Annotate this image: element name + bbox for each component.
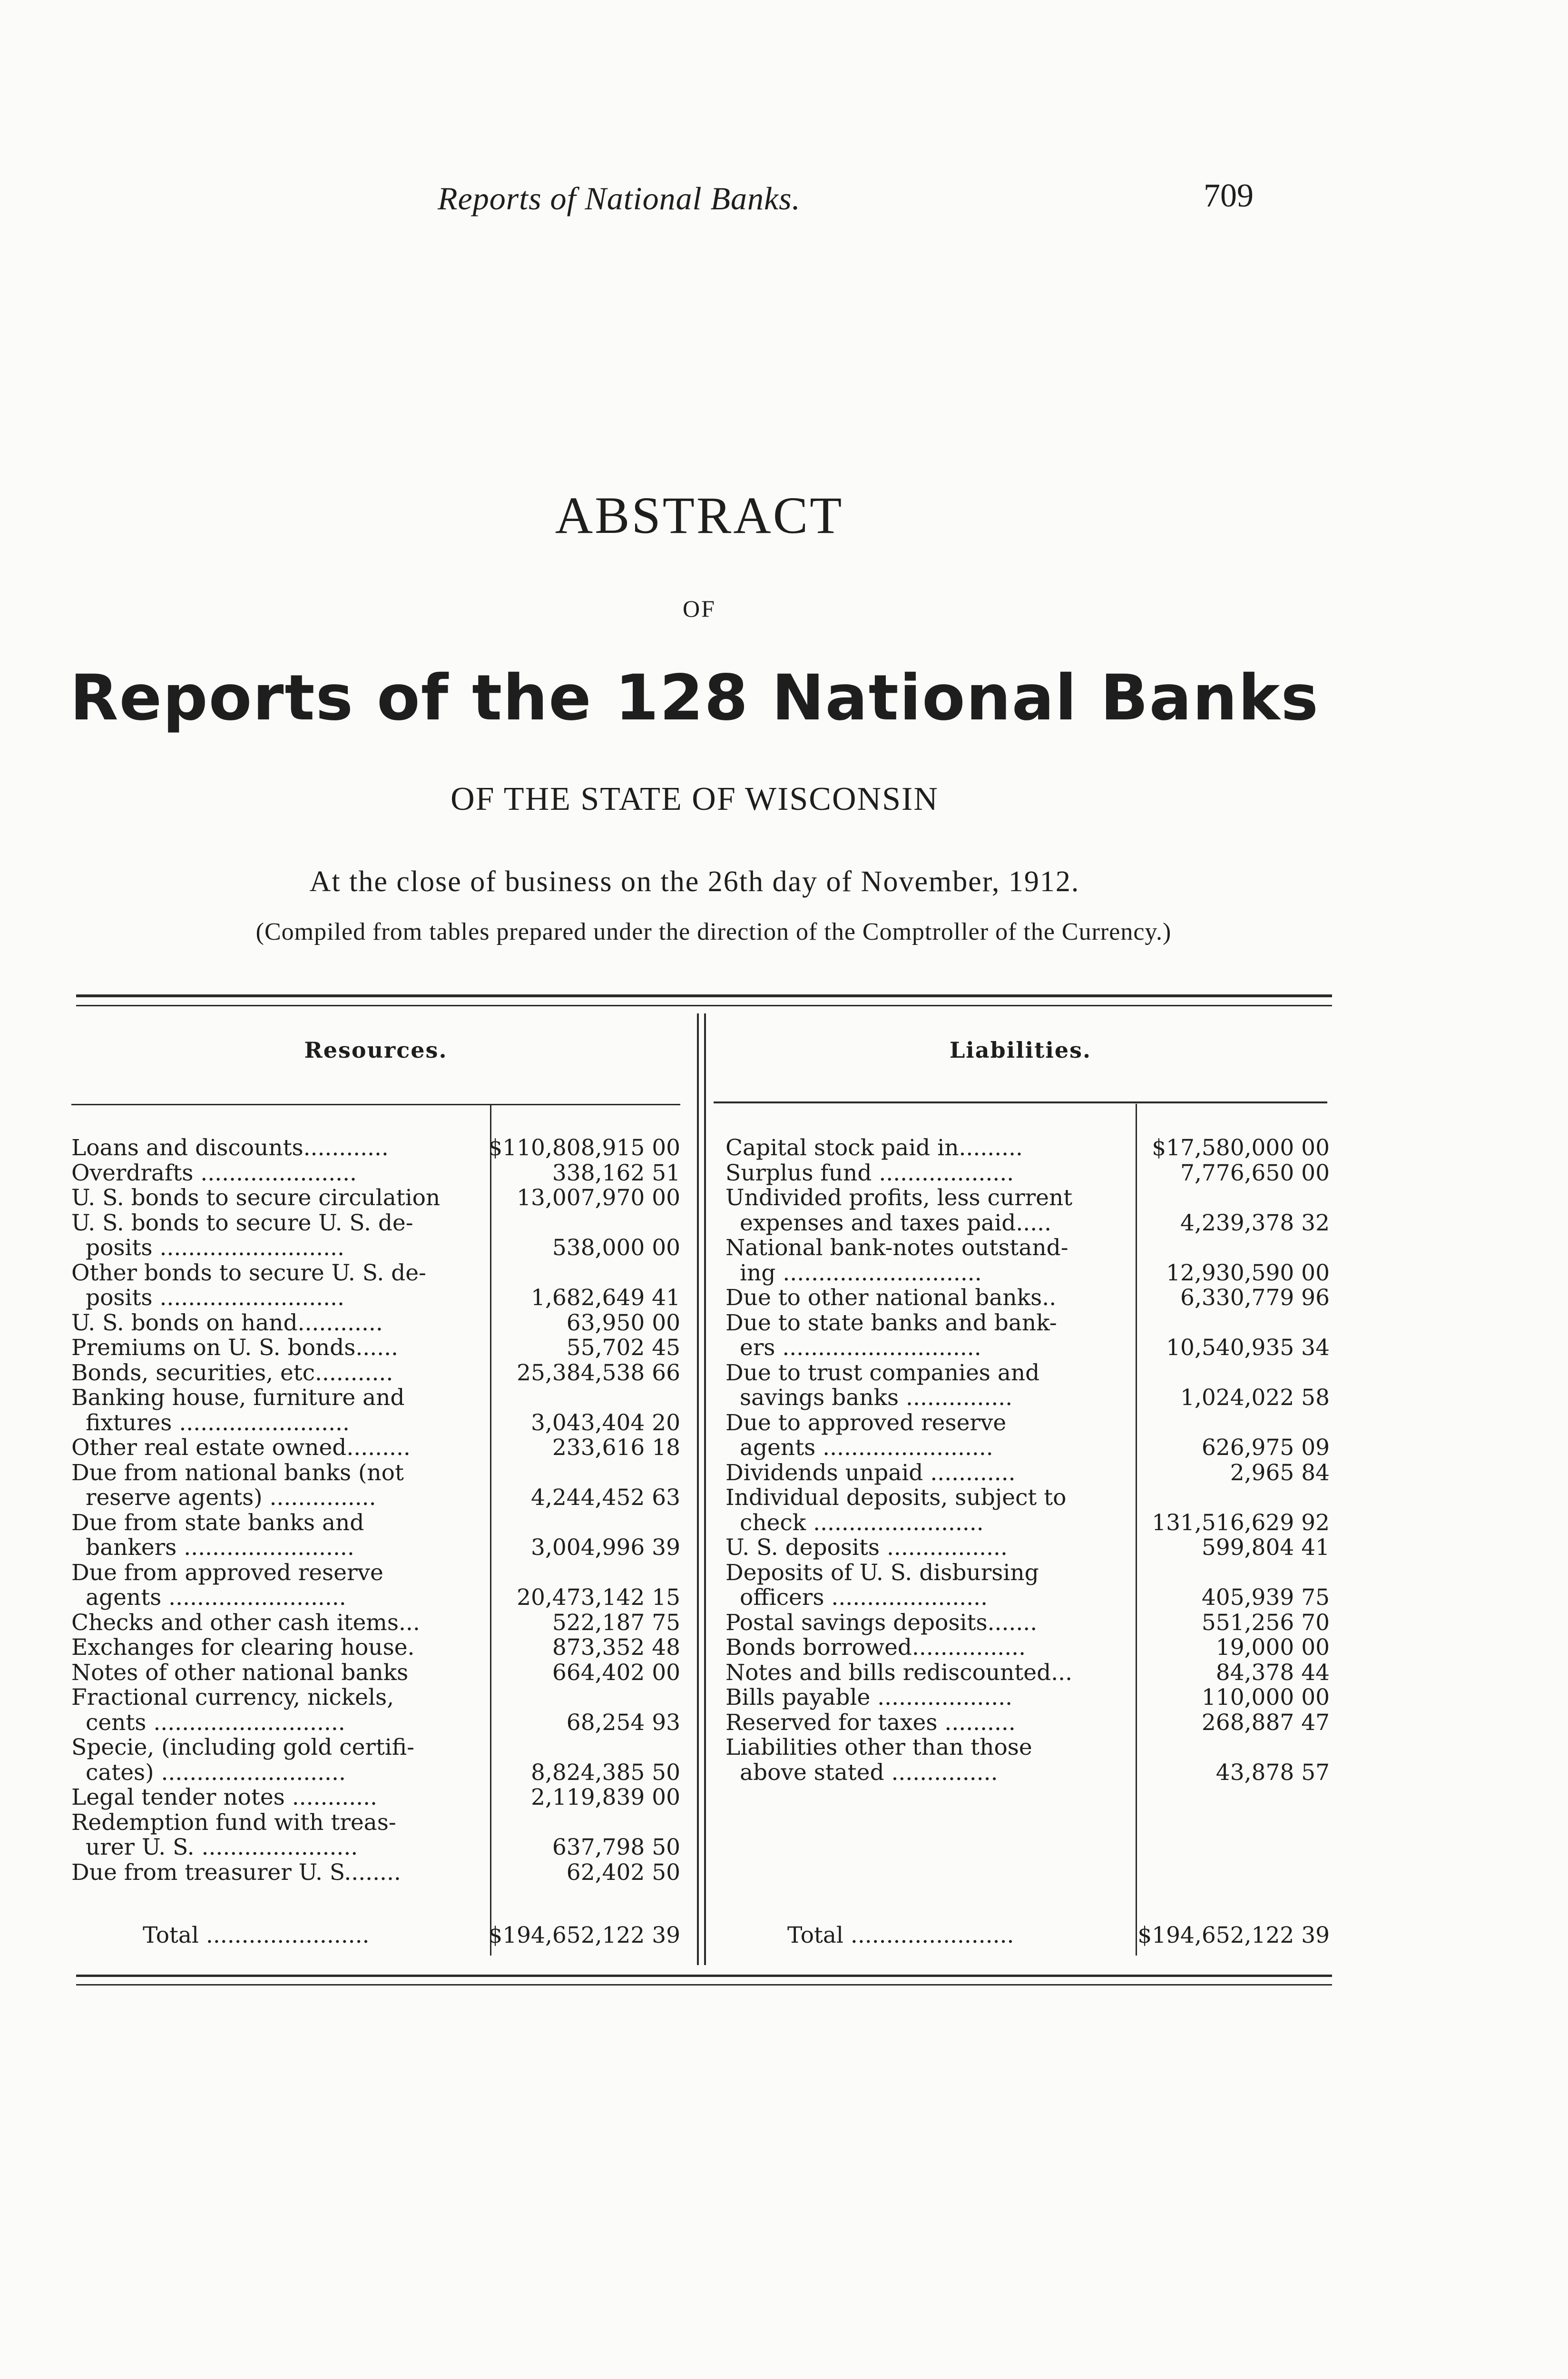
- liabilities-row-amount: 4,239,378 32: [1180, 1209, 1330, 1236]
- resources-row-label: Due from approved reserve: [71, 1559, 383, 1586]
- resources-row: [71, 1260, 680, 1310]
- liabilities-row-amount: 599,804 41: [1201, 1534, 1330, 1561]
- liabilities-row-label: Reserved for taxes ..........: [725, 1709, 1016, 1736]
- resources-row-label: agents .........................: [86, 1584, 346, 1611]
- table-bottom-rule-2: [76, 1984, 1332, 1986]
- resources-row-label: Overdrafts ......................: [71, 1160, 357, 1186]
- liabilities-row-label: Individual deposits, subject to: [725, 1484, 1067, 1511]
- liabilities-row: [725, 1160, 1330, 1185]
- liabilities-row-label: Deposits of U. S. disbursing: [725, 1559, 1039, 1586]
- resources-row: [71, 1784, 680, 1809]
- liabilities-row-amount: 7,776,650 00: [1180, 1160, 1330, 1186]
- date-line: At the close of business on the 26th day of November, 1912.: [309, 865, 1080, 898]
- liabilities-row-amount: 84,378 44: [1215, 1659, 1330, 1686]
- liabilities-header-rule: [714, 1101, 1327, 1103]
- liabilities-row-label: Surplus fund ...................: [725, 1160, 1014, 1186]
- liabilities-row: [725, 1410, 1330, 1460]
- liabilities-row-label: savings banks ...............: [740, 1385, 1013, 1411]
- liabilities-header: Liabilities.: [949, 1037, 1092, 1063]
- resources-row-amount: 522,187 75: [552, 1609, 680, 1636]
- liabilities-row-amount: 19,000 00: [1215, 1634, 1330, 1661]
- resources-row-label: cates) ..........................: [86, 1759, 346, 1786]
- liabilities-row: [725, 1684, 1330, 1710]
- liabilities-row-amount: 2,965 84: [1230, 1459, 1330, 1486]
- liabilities-row: [725, 1560, 1330, 1610]
- resources-row: [71, 1634, 680, 1660]
- resources-row-label: Specie, (including gold certifi-: [71, 1734, 415, 1760]
- liabilities-row-amount: 268,887 47: [1201, 1709, 1330, 1736]
- resources-row: [71, 1310, 680, 1335]
- resources-row-label: Fractional currency, nickels,: [71, 1684, 394, 1711]
- resources-row-amount: 20,473,142 15: [517, 1584, 680, 1611]
- liabilities-row-amount: 12,930,590 00: [1166, 1259, 1330, 1286]
- liabilities-row-amount: 1,024,022 58: [1180, 1385, 1330, 1411]
- resources-row-label: Other bonds to secure U. S. de-: [71, 1259, 426, 1286]
- liabilities-row-label: Liabilities other than those: [725, 1734, 1032, 1760]
- table-top-rule: [76, 994, 1332, 997]
- state-title: OF THE STATE OF WISCONSIN: [451, 781, 939, 817]
- resources-row-amount: 664,402 00: [552, 1659, 680, 1686]
- column-divider-2: [704, 1013, 706, 1965]
- resources-row-label: Checks and other cash items...: [71, 1609, 420, 1636]
- resources-header: Resources.: [304, 1037, 448, 1063]
- resources-row-label: Due from treasurer U. S........: [71, 1859, 401, 1886]
- resources-row-amount: 3,043,404 20: [531, 1409, 680, 1436]
- liabilities-row-amount: $17,580,000 00: [1152, 1135, 1330, 1161]
- table-top-rule-2: [76, 1005, 1332, 1006]
- running-title: Reports of National Banks.: [438, 180, 801, 216]
- resources-row-label: cents ...........................: [86, 1709, 345, 1736]
- resources-row-amount: 2,119,839 00: [531, 1784, 680, 1810]
- resources-row-label: Due from national banks (not: [71, 1459, 404, 1486]
- resources-row-amount: 1,682,649 41: [531, 1285, 680, 1311]
- liabilities-total: [725, 1922, 1330, 1951]
- liabilities-total-amount: $194,652,122 39: [1137, 1922, 1330, 1948]
- resources-total-amount: $194,652,122 39: [488, 1922, 680, 1948]
- liabilities-row-amount: 551,256 70: [1201, 1609, 1330, 1636]
- resources-row-label: Loans and discounts............: [71, 1135, 389, 1161]
- liabilities-row-label: Notes and bills rediscounted...: [725, 1659, 1073, 1686]
- liabilities-row: [725, 1235, 1330, 1285]
- resources-row-label: Redemption fund with treas-: [71, 1809, 396, 1836]
- liabilities-row: [725, 1484, 1330, 1534]
- resources-row: [71, 1135, 680, 1160]
- liabilities-row-amount: 405,939 75: [1201, 1584, 1330, 1611]
- resources-total: [71, 1922, 680, 1951]
- resources-row-amount: 63,950 00: [566, 1309, 680, 1336]
- resources-row-amount: $110,808,915 00: [488, 1135, 680, 1161]
- resources-row-label: posits ..........................: [86, 1285, 344, 1311]
- liabilities-row-label: Due to state banks and bank-: [725, 1309, 1057, 1336]
- resources-row: [71, 1560, 680, 1610]
- resources-row: [71, 1734, 680, 1784]
- compiled-note: (Compiled from tables prepared under the direction of the Comptroller of the Currency.): [255, 918, 1172, 945]
- liabilities-row-label: ers ............................: [740, 1335, 981, 1361]
- liabilities-row-label: Capital stock paid in.........: [725, 1135, 1023, 1161]
- liabilities-row-label: U. S. deposits .................: [725, 1534, 1008, 1561]
- resources-row-amount: 25,384,538 66: [517, 1359, 680, 1386]
- liabilities-row-amount: 10,540,935 34: [1166, 1335, 1330, 1361]
- resources-row-amount: 8,824,385 50: [531, 1759, 680, 1786]
- resources-row-label: U. S. bonds on hand............: [71, 1309, 383, 1336]
- liabilities-list: [725, 1135, 1330, 1920]
- resources-row-amount: 637,798 50: [552, 1834, 680, 1860]
- resources-row-amount: 55,702 45: [566, 1335, 680, 1361]
- resources-row-amount: 233,616 18: [552, 1435, 680, 1461]
- resources-row: [71, 1660, 680, 1685]
- liabilities-row: [725, 1710, 1330, 1735]
- liabilities-row-label: expenses and taxes paid.....: [740, 1209, 1052, 1236]
- liabilities-row: [725, 1460, 1330, 1485]
- resources-row-amount: 68,254 93: [566, 1709, 680, 1736]
- resources-row-label: Notes of other national banks: [71, 1659, 409, 1686]
- resources-row: [71, 1809, 680, 1859]
- liabilities-row-amount: 6,330,779 96: [1180, 1285, 1330, 1311]
- resources-row-label: U. S. bonds to secure U. S. de-: [71, 1209, 413, 1236]
- liabilities-row: [725, 1135, 1330, 1160]
- liabilities-row-label: check ........................: [740, 1509, 984, 1536]
- liabilities-row-label: Bonds borrowed................: [725, 1634, 1026, 1661]
- resources-row-label: fixtures ........................: [86, 1409, 350, 1436]
- liabilities-row-label: Due to approved reserve: [725, 1409, 1007, 1436]
- liabilities-row: [725, 1734, 1330, 1784]
- table-bottom-rule: [76, 1975, 1332, 1977]
- liabilities-row-amount: 626,975 09: [1201, 1435, 1330, 1461]
- of-word: OF: [683, 595, 716, 622]
- liabilities-row-label: Due to trust companies and: [725, 1359, 1040, 1386]
- liabilities-row-label: Dividends unpaid ............: [725, 1459, 1016, 1486]
- resources-row: [71, 1160, 680, 1185]
- resources-row: [71, 1435, 680, 1460]
- resources-row-amount: 538,000 00: [552, 1235, 680, 1261]
- liabilities-row: [725, 1185, 1330, 1235]
- resources-row-label: U. S. bonds to secure circulation: [71, 1185, 441, 1211]
- resources-row: [71, 1510, 680, 1560]
- main-title: Reports of the 128 National Banks: [69, 661, 1319, 735]
- resources-row: [71, 1859, 680, 1885]
- resources-row: [71, 1210, 680, 1260]
- resources-row: [71, 1185, 680, 1210]
- resources-row-label: bankers ........................: [86, 1534, 354, 1561]
- resources-row-label: Exchanges for clearing house.: [71, 1634, 415, 1661]
- resources-list: [71, 1135, 680, 1920]
- resources-row-label: Other real estate owned.........: [71, 1435, 411, 1461]
- resources-row-amount: 62,402 50: [566, 1859, 680, 1886]
- liabilities-row: [725, 1634, 1330, 1660]
- resources-row: [71, 1335, 680, 1360]
- liabilities-row: [725, 1360, 1330, 1410]
- resources-row-label: Bonds, securities, etc...........: [71, 1359, 393, 1386]
- liabilities-total-label: Total .......................: [787, 1922, 1014, 1948]
- liabilities-row: [725, 1610, 1330, 1635]
- resources-row-label: posits ..........................: [86, 1235, 344, 1261]
- liabilities-row: [725, 1660, 1330, 1685]
- abstract-title: ABSTRACT: [555, 486, 844, 544]
- resources-row-amount: 338,162 51: [552, 1160, 680, 1186]
- liabilities-row-label: National bank-notes outstand-: [725, 1235, 1068, 1261]
- liabilities-row-label: agents ........................: [740, 1435, 993, 1461]
- liabilities-row-amount: 131,516,629 92: [1152, 1509, 1330, 1536]
- resources-row: [71, 1360, 680, 1385]
- resources-row-amount: 13,007,970 00: [517, 1185, 680, 1211]
- liabilities-row-label: Undivided profits, less current: [725, 1185, 1073, 1211]
- resources-total-label: Total .......................: [143, 1922, 370, 1948]
- liabilities-row-amount: 43,878 57: [1215, 1759, 1330, 1786]
- resources-row-label: urer U. S. ......................: [86, 1834, 358, 1860]
- page-number: 709: [1204, 177, 1254, 214]
- liabilities-row-amount: 110,000 00: [1201, 1684, 1330, 1711]
- liabilities-row: [725, 1310, 1330, 1360]
- liabilities-row-label: Postal savings deposits.......: [725, 1609, 1038, 1636]
- resources-header-rule: [71, 1104, 680, 1105]
- resources-row-amount: 873,352 48: [552, 1634, 680, 1661]
- resources-row-amount: 3,004,996 39: [531, 1534, 680, 1561]
- liabilities-row: [725, 1534, 1330, 1560]
- resources-row-label: Premiums on U. S. bonds......: [71, 1335, 398, 1361]
- liabilities-row: [725, 1285, 1330, 1310]
- liabilities-row-label: Bills payable ...................: [725, 1684, 1013, 1711]
- resources-row-amount: 4,244,452 63: [531, 1484, 680, 1511]
- resources-row-label: Legal tender notes ............: [71, 1784, 377, 1810]
- resources-row-label: Due from state banks and: [71, 1509, 364, 1536]
- liabilities-row-label: above stated ...............: [740, 1759, 998, 1786]
- liabilities-row-label: ing ............................: [740, 1259, 982, 1286]
- resources-row: [71, 1610, 680, 1635]
- resources-row-label: Banking house, furniture and: [71, 1385, 405, 1411]
- resources-row-label: reserve agents) ...............: [86, 1484, 376, 1511]
- liabilities-row-label: Due to other national banks..: [725, 1285, 1057, 1311]
- resources-row: [71, 1385, 680, 1435]
- resources-row: [71, 1460, 680, 1510]
- liabilities-row-label: officers ......................: [740, 1584, 988, 1611]
- column-divider: [697, 1013, 699, 1965]
- resources-row: [71, 1684, 680, 1734]
